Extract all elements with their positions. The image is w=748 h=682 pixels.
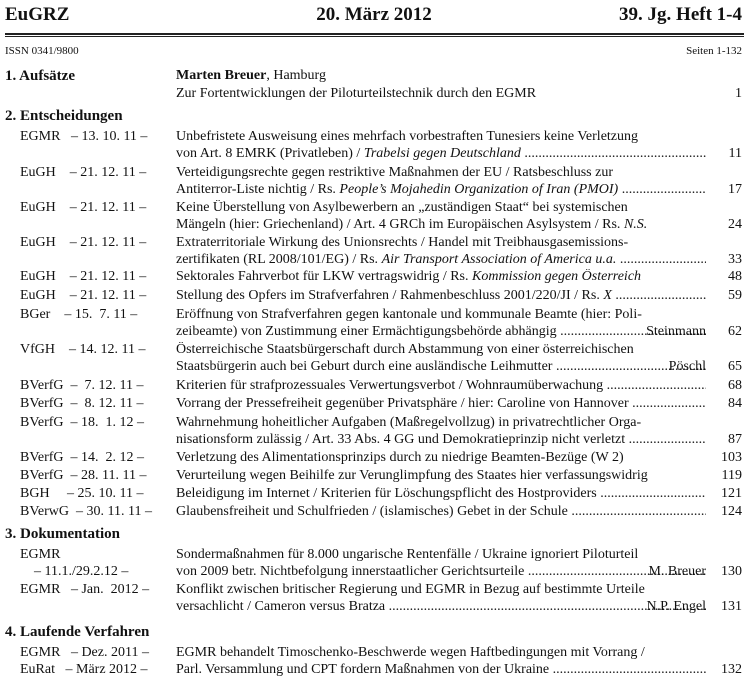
doc-title-cont: M. Breuer von 2009 betr. Nichtbefolgung innerstaatlicher Gerichtsurteile ..... <box>176 564 706 580</box>
entry-page: 33 <box>728 252 742 267</box>
entry-ref: BVerfG – 8. 12. 11 – <box>20 396 144 411</box>
entry-title-cont: Pöschl Staatsbürgerin auch bei Geburt durch eine ausländische Leihmutter ..... <box>176 359 706 375</box>
section-heading-laufende-verfahren: 4. Laufende Verfahren <box>5 624 150 640</box>
entry-page: 48 <box>728 269 742 284</box>
entry-title: Beleidigung im Internet / Kriterien für Löschungspflicht des Hostproviders ..... <box>176 486 706 502</box>
doc-title-cont: N.P. Engel versachlicht / Cameron versus Bratza ..... <box>176 599 706 615</box>
entry-ref: BGH – 25. 10. 11 – <box>20 486 144 501</box>
entry-ref: EuGH – 21. 12. 11 – <box>20 200 147 215</box>
article-page: 1 <box>735 86 742 101</box>
doc-page: 130 <box>721 564 742 579</box>
pending-ref-2: EuRat – März 2012 – <box>20 662 148 677</box>
entry-title: Österreichische Staatsbürgerschaft durch Abstammung von einer österreichischen <box>176 342 634 357</box>
entry-ref: EuGH – 21. 12. 11 – <box>20 165 147 180</box>
doc-ref: EGMR – Jan. 2012 – <box>20 582 150 597</box>
entry-title: Vorrang der Pressefreiheit gegenüber Privatsphäre / hier: Caroline von Hannover ..... <box>176 396 706 412</box>
entry-ref: VfGH – 14. 12. 11 – <box>20 342 146 357</box>
header-rule <box>5 33 744 35</box>
entry-title: Stellung des Opfers im Strafverfahren / Rahmenbeschluss 2001/220/JI / Rs. X ..... <box>176 288 706 304</box>
entry-page: 24 <box>728 217 742 232</box>
pending-page: 132 <box>721 662 742 677</box>
entry-title-cont: Antiterror-Liste nichtig / Rs. People’s Mojahedin Organization of Iran (PMOI) ..... <box>176 182 706 198</box>
header-rule-thin <box>5 36 744 37</box>
entry-annotator: Steinmann <box>643 324 706 340</box>
entry-page: 103 <box>721 450 742 465</box>
doc-author: N.P. Engel <box>644 599 707 615</box>
entry-title: Keine Überstellung von Asylbewerbern an „zuständigen Staat“ bei systemischen <box>176 200 628 215</box>
doc-title: Sondermaßnahmen für 8.000 ungarische Rentenfälle / Ukraine ignoriert Piloturteil <box>176 547 639 562</box>
issn: ISSN 0341/9800 <box>5 45 79 57</box>
volume-issue: 39. Jg. Heft 1-4 <box>619 4 742 25</box>
entry-page: 11 <box>728 146 742 161</box>
entry-page: 62 <box>728 324 742 339</box>
article-author: Marten Breuer <box>176 68 267 83</box>
entry-title: Kriterien für strafprozessuales Verwertungsverbot / Wohnraumüberwachung ..... <box>176 378 706 394</box>
entry-ref: BVerfG – 18. 1. 12 – <box>20 415 145 430</box>
pending-title-cont: Parl. Versammlung und CPT fordern Maßnahmen von der Ukraine ..... <box>176 662 706 678</box>
pending-ref: EGMR – Dez. 2011 – <box>20 645 149 660</box>
doc-author: M. Breuer <box>645 564 706 580</box>
entry-ref: EuGH – 21. 12. 11 – <box>20 288 147 303</box>
entry-annotator: Pöschl <box>666 359 706 375</box>
entry-title: Unbefristete Ausweisung eines mehrfach vorbestraften Tunesiers keine Verletzung <box>176 129 639 144</box>
entry-page: 68 <box>728 378 742 393</box>
article-place: , Hamburg <box>266 68 326 83</box>
doc-ref: EGMR <box>20 547 61 562</box>
entry-title: Verletzung des Alimentationsprinzips durch zu niedrige Beamten-Bezüge (W 2) <box>176 450 624 465</box>
entry-page: 65 <box>728 359 742 374</box>
article-title: Zur Fortentwicklungen der Piloturteilstechnik durch den EGMR <box>176 86 537 101</box>
entry-title: Glaubensfreiheit und Schulfrieden / (islamisches) Gebet in der Schule ..... <box>176 504 706 520</box>
entry-title: Verurteilung wegen Beihilfe zur Verunglimpfung des Staates hier verfassungswidrig <box>176 468 648 483</box>
doc-page: 131 <box>721 599 742 614</box>
entry-title: Verteidigungsrechte gegen restriktive Maßnahmen der EU / Ratsbeschluss zur <box>176 165 613 180</box>
entry-title: Eröffnung von Strafverfahren gegen kantonale und kommunale Beamte (hier: Poli- <box>176 307 642 322</box>
journal-title: EuGRZ <box>5 4 70 25</box>
issue-date: 20. März 2012 <box>316 4 432 25</box>
entry-page: 17 <box>728 182 742 197</box>
entry-ref: EuGH – 21. 12. 11 – <box>20 235 147 250</box>
entry-title: Wahrnehmung hoheitlicher Aufgaben (Maßregelvollzug) in privatrechtlicher Orga- <box>176 415 642 430</box>
page-range: Seiten 1-132 <box>686 45 742 57</box>
entry-ref: BVerfG – 7. 12. 11 – <box>20 378 144 393</box>
article-author-line <box>176 68 706 84</box>
entry-title: Extraterritoriale Wirkung des Unionsrechts / Handel mit Treibhausgasemissions- <box>176 235 629 250</box>
entry-title-cont: von Art. 8 EMRK (Privatleben) / Trabelsi gegen Deutschland ..... <box>176 146 706 162</box>
entry-page: 84 <box>728 396 742 411</box>
entry-ref: BVerfG – 14. 2. 12 – <box>20 450 145 465</box>
entry-title-cont: Steinmann zeibeamte) von Zustimmung einer Ermächtigungsbehörde abhängig ..... <box>176 324 706 340</box>
section-heading-aufsaetze: 1. Aufsätze <box>5 68 75 84</box>
entry-ref: BGer – 15. 7. 11 – <box>20 307 138 322</box>
entry-title: Sektorales Fahrverbot für LKW vertragswidrig / Rs. Kommission gegen Österreich <box>176 269 642 284</box>
entry-title-cont: zertifikaten (RL 2008/101/EG) / Rs. Air Transport Association of America u.a. ..... <box>176 252 706 268</box>
pending-title: EGMR behandelt Timoschenko-Beschwerde wegen Haftbedingungen mit Vorrang / <box>176 645 645 660</box>
doc-ref-date: – 11.1./29.2.12 – <box>20 564 129 579</box>
section-heading-entscheidungen: 2. Entscheidungen <box>5 108 123 124</box>
entry-ref: BVerwG – 30. 11. 11 – <box>20 504 152 519</box>
entry-page: 119 <box>721 468 742 483</box>
entry-page: 59 <box>728 288 742 303</box>
section-heading-dokumentation: 3. Dokumentation <box>5 526 121 542</box>
entry-page: 121 <box>721 486 742 501</box>
doc-title: Konflikt zwischen britischer Regierung und EGMR in Bezug auf bestimmte Urteile <box>176 582 645 597</box>
entry-page: 124 <box>721 504 742 519</box>
entry-ref: EGMR – 13. 10. 11 – <box>20 129 148 144</box>
entry-ref: BVerfG – 28. 11. 11 – <box>20 468 147 483</box>
entry-ref: EuGH – 21. 12. 11 – <box>20 269 147 284</box>
entry-title-cont: nisationsform zulässig / Art. 33 Abs. 4 GG und Demokratieprinzip nicht verletzt ..... <box>176 432 706 448</box>
entry-title-cont: Mängeln (hier: Griechenland) / Art. 4 GRCh im Europäischen Asylsystem / Rs. N.S. <box>176 217 648 232</box>
entry-page: 87 <box>728 432 742 447</box>
